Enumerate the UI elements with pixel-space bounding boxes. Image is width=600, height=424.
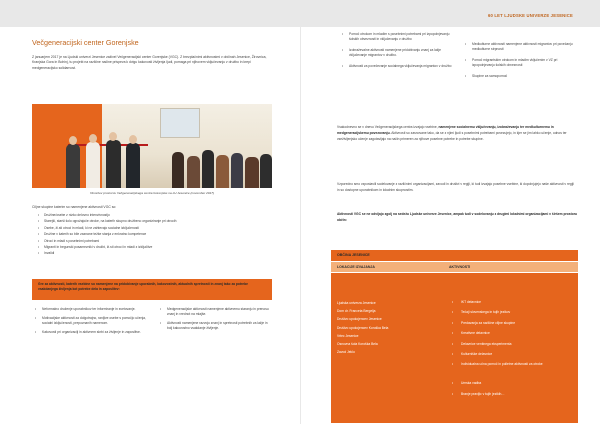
continued-activities (339, 32, 575, 85)
location-cell: Vrtec Jesenice (337, 333, 359, 338)
right-page (300, 0, 600, 424)
photo-person-head (89, 134, 97, 143)
right-page-header-band (301, 0, 600, 27)
photo-person (126, 143, 140, 188)
table-header-row (331, 262, 578, 272)
target-groups-intro: Ciljne skupine katerim so namenjene aktivnosti VGC so: (32, 205, 117, 209)
photo-audience (172, 152, 184, 188)
activity-item: • Kulturniške delavnice (449, 352, 572, 362)
list-item: • Motivacijske aktivnosti za dolgotrajno, ranljive osebe s pomočjo učenja, socialni izključenosti, prepoznanih namenom. (32, 316, 147, 326)
locations-table (331, 250, 578, 423)
list-item: • Aktivnosti namenjene razvoju znanj in spretnosti potrebnih za lažje in bolj kakovostno vsakdanje življenje. (157, 321, 272, 331)
photo-person-head (109, 132, 117, 141)
paragraph-cooperation: Vzporedno smo vzpostavili sodelovanje z različnimi organizacijami, zavodi in društvi v regiji, ki tudi izvajajo posebne vsebine, ki dopolnjujejo naše aktivnosti v regiji in so dostopne uporabnikom in lokalnim skupnostim. (337, 182, 574, 192)
running-header: 60 LET LJUDSKE UNIVERZE JESENICE (487, 13, 573, 18)
activity-item: • Delavnice ventinega eksperimenta (449, 342, 572, 352)
photo-audience (187, 156, 200, 188)
paragraph-text: Vsakodnevno se v dnevu Večgeneracijskega centra izvajajo vsebine, (337, 125, 438, 129)
activities-column-right (157, 303, 272, 335)
section-title: Večgeneracijski center Gorenjske (32, 38, 139, 47)
location-cell: Zavod Jeklo (337, 350, 355, 355)
goal-highlight-box (32, 279, 272, 300)
locations-column (331, 273, 443, 423)
municipality-header: OBČINA JESENICE (331, 250, 578, 261)
location-cell: Društvo upokojencev Koroška Bela (337, 325, 389, 330)
photo-audience (245, 157, 259, 188)
list-item: • Otroci in mladi s posebnimi potrebami (38, 239, 274, 245)
activity-item: • Branje pravljic v tujih jezikih… (449, 392, 572, 402)
photo-person (86, 142, 100, 188)
goal-text: Gre za aktivnosti, katerih vsebine so namenjene na pridobivanje uporabnih, kakovostnih, aktualnih spretnosti in znanj tako za potrebe vsakdanjega življenja kot potrebe dela in zaposlitev: (38, 282, 248, 292)
opening-photo (32, 104, 272, 188)
photo-caption: Otvoritev prostorov Večgeneracijskega centra Gorenjske na LU Jesenice (november 2017) (89, 191, 215, 195)
activities-column (443, 273, 578, 423)
paragraph-daily-activities (337, 125, 577, 142)
list-item: • Migranti in begunski posamezniki v družbi, ži.sti otroci in mladi z izključitve (38, 245, 274, 251)
table-body (331, 273, 578, 423)
list-item: • Družine v katerih so bile zaznane težke stanja z enkratno kompetence (38, 232, 274, 238)
photo-audience (260, 154, 272, 188)
list-item: • Medkulturne aktivnosti namenjene aktivnosti migrantov pri povečanju medkulturne strpnosti (462, 42, 575, 52)
paragraph-text: Aktivnosti so zasnovane tako, da se z njimi ljudi s posebnimi potrebami povezujejo, in kjer se jim lahko učenje, odnos ter vseživljenjsko učenje zagotavljajo na način primeren za njihove posebne potrebe in potrebe skupine. (337, 130, 567, 141)
photo-audience (202, 150, 214, 188)
location-cell: Ljudska univerza Jesenice (337, 301, 376, 305)
column-header-locations: LOKACIJE IZVAJANJA (337, 265, 375, 269)
list-item: • Skupine za samopomoč (462, 74, 575, 79)
list-item: • Neformalno druženje uporabnikov ter informiranje in svetovanje. (32, 307, 147, 312)
activities-column-left (32, 303, 147, 335)
list-item: • Invalidi (38, 251, 274, 257)
photo-window (160, 108, 200, 138)
activity-item: • Tečaji slovenskega in tujih jezikov (449, 310, 572, 320)
list-item: • Starejši, starši šolo ogrožajoče otroke, na katerih skupno družbeno organiziranje pri otrocih (38, 219, 274, 225)
list-item: • Aktivnosti za povečevanje socialnega vključevanja migrantov v družbo (339, 64, 452, 69)
left-page-header-band (0, 0, 300, 27)
photo-person (66, 144, 80, 188)
list-item: • Družine/osebe z nizko delovno intenzivnostjo (38, 213, 274, 219)
activity-item: • Umska vadba (449, 381, 572, 391)
activity-item: • Kreativne delavnice (449, 331, 572, 341)
activities-columns (32, 303, 272, 335)
photo-person-head (129, 135, 137, 144)
location-cell: Osnovna šola Koroška Bela (337, 341, 378, 346)
activities-column-left (339, 32, 452, 85)
photo-person-head (69, 136, 77, 145)
list-item: • Osebe, ži.sti otroci in mladi, ki ne zahtevajo socialne izključenosti (38, 226, 274, 232)
target-groups-list (38, 213, 274, 258)
list-item: • Kakovosti pri organizaciji in aktivnem skrbi za življenje in zaposlitve. (32, 330, 147, 335)
activity-item: • Predavanja za različne ciljne skupine (449, 321, 572, 331)
list-item: • Izobraževalne aktivnosti namenjene pridobivanju znanj za lažje vključevanje migrantov v družbo. (339, 48, 452, 58)
photo-audience (216, 155, 229, 188)
paragraph-locations: Aktivnosti VGC se ne odvijajo zgolj na sedežu Ljudske univerze Jesenice, ampak tudi v sodelovanju z drugimi lokalnimi organizacijami v širšem prostoru občin: (337, 212, 578, 222)
column-header-activities: AKTIVNOSTI (449, 265, 471, 269)
activity-item: • Individualna učna pomoč in polletne aktivnosti za otroke (449, 362, 572, 381)
photo-person (106, 140, 121, 188)
activity-item: • IKT delavnice (449, 300, 572, 310)
location-cell: Društvo upokojencev Jesenice (337, 317, 382, 322)
intro-paragraph: Z januarjem 2017 je na Ljudski univerzi Jesenice zaživel Večgeneracijski center Gorenjske (VGC). Z brezplačnimi aktivnostmi v občinah Jesenice, Žirovnica, Kranjska Gora in Bohinj, tu projekt na različne načine prispeva k dvigu kakovosti življenja ljudi, pomaga pri njihovem vključevanju v družbo in krepi medgeneracijsko solidarnost. (32, 55, 267, 70)
activities-column-right (462, 32, 575, 85)
list-item: • Pomoč otrokom in mladim s posebnimi potrebami pri izpopolnjevanju šolskih obveznosti in vključevanju v družbo (339, 32, 452, 42)
list-item: • Pomoč migrantskim otrokom in mladim vključenim v VZ pri izpopolnjevanju šolskih obveznosti (462, 58, 575, 68)
location-cell: Dom dr. Franceta Bergelja (337, 309, 376, 314)
paragraph-bold-text: namenjene socialnemu vključevanju, izobraževanju ter medkulturnemu in medgeneracijskemu povezovanju. (337, 125, 554, 135)
photo-audience (231, 153, 243, 188)
list-item: • Medgeneracijske aktivnosti namenjene aktivnemu staranju in prenosu znanj in vrednot na mlajše. (157, 307, 272, 317)
